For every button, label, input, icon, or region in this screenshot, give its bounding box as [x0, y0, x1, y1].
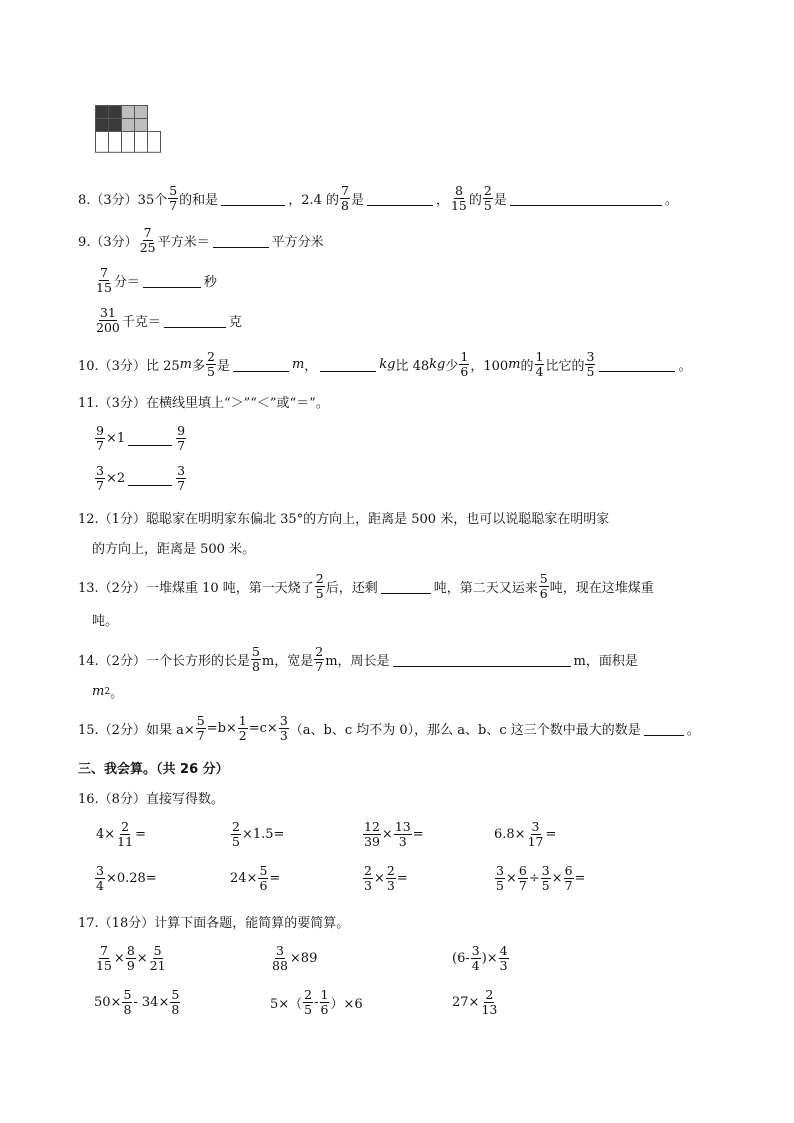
question-11-line-1: $\frac{9}{7}$ ×1 $\frac{9}{7}$ — [96, 423, 186, 453]
answer-blank[interactable] — [381, 579, 431, 594]
grid-cell-dark — [109, 106, 122, 119]
answer-blank[interactable] — [128, 431, 172, 446]
q16-item-5: $\frac{3}{4}$ ×0.28= — [96, 863, 157, 893]
q17-expression-3: (6- $\frac{3}{4}$ )× $\frac{4}{3}$ — [452, 943, 508, 973]
grid-cell-light — [135, 119, 148, 132]
grid-cell-white — [148, 132, 161, 153]
q16-item-6: 24× $\frac{5}{6}$ = — [230, 863, 281, 893]
q17-expression-4: 50× $\frac{5}{8}$ - 34× $\frac{5}{8}$ — [94, 987, 180, 1017]
question-9-line-3: $\frac{31}{200}$ 千克＝ 克 — [96, 305, 242, 335]
answer-blank[interactable] — [644, 721, 684, 736]
question-8: 8.（3分）35个 $\frac{5}{7}$ 的和是 ，2.4 的 $\frac{7}{8}$ 是 ， $\frac{8}{15}$ 的 $\frac{2}{5}$ 是 。 — [78, 183, 678, 213]
grid-cell-white — [122, 132, 135, 153]
q16-item-1: 4× $\frac{2}{11}$ = — [96, 819, 146, 849]
q16-item-8: $\frac{3}{5}$ × $\frac{6}{7}$ ÷ $\frac{3}{5}$ × $\frac{6}{7}$ = — [496, 863, 586, 893]
q17-expression-2: $\frac{3}{88}$ ×89 — [272, 943, 318, 973]
answer-blank[interactable] — [367, 191, 433, 206]
q16-item-7: $\frac{2}{3}$ × $\frac{2}{3}$ = — [364, 863, 408, 893]
answer-blank[interactable] — [510, 191, 662, 206]
question-13-line-2: 吨。 — [92, 614, 119, 629]
question-11-line-2: $\frac{3}{7}$ ×2 $\frac{3}{7}$ — [96, 463, 186, 493]
question-13: 13.（2分）一堆煤重 10 吨，第一天烧了 $\frac{2}{5}$ 后，还剩 吨，第二天又运来 $\frac{5}{6}$ 吨，现在这堆煤重 — [78, 571, 654, 601]
question-15: 15.（2分）如果 a× $\frac{5}{7}$ =b× $\frac{1}{2}$ =c× $\frac{3}{3}$ （a、b、c 均不为 0），那么 a、b、c 这三个数中最大的数是 。 — [78, 713, 700, 743]
answer-blank[interactable] — [143, 273, 201, 288]
answer-blank[interactable] — [599, 357, 675, 372]
q17-expression-1: $\frac{7}{15}$ × $\frac{8}{9}$ × $\frac{5}{21}$ — [96, 943, 166, 973]
grid-cell-light — [122, 119, 135, 132]
question-17: 17.（18分）计算下面各题，能简算的要简算。 — [78, 916, 350, 931]
q17-expression-5: 5×（ $\frac{2}{5}$ - $\frac{1}{6}$ ）×6 — [270, 987, 363, 1017]
question-10: 10.（3分）比 25 m 多 $\frac{2}{5}$ 是 m ， kg 比 48 kg 少 $\frac{1}{6}$ ，100 m 的 $\frac{1}{4}$ 比它的 $\frac{3}{5}$ 。 — [78, 349, 692, 379]
answer-blank[interactable] — [233, 357, 289, 372]
question-11: 11.（3分）在横线里填上“＞”“＜”或“＝”。 — [78, 396, 329, 411]
answer-blank[interactable] — [128, 471, 172, 486]
q16-item-2: $\frac{2}{5}$ ×1.5= — [232, 819, 285, 849]
grid-cell-dark — [96, 106, 109, 119]
question-16: 16.（8分）直接写得数。 — [78, 792, 224, 807]
q17-expression-6: 27× $\frac{2}{13}$ — [452, 987, 498, 1017]
question-14: 14.（2分）一个长方形的长是 $\frac{5}{8}$ m，宽是 $\frac{2}{7}$ m，周长是 m，面积是 — [78, 644, 638, 674]
question-9: 9.（3分） $\frac{7}{25}$ 平方米＝ 平方分米 — [78, 225, 324, 255]
question-9-line-2: $\frac{7}{15}$ 分＝ 秒 — [96, 265, 217, 295]
answer-blank[interactable] — [320, 357, 376, 372]
grid-cell-dark — [96, 119, 109, 132]
grid-cell-white — [135, 132, 148, 153]
grid-cell-light — [135, 106, 148, 119]
grid-cell-white — [109, 132, 122, 153]
section-heading: 三、我会算。（共 26 分） — [78, 762, 229, 777]
question-12: 12.（1分）聪聪家在明明家东偏北 35°的方向上，距离是 500 米，也可以说聪聪家在明明家 — [78, 512, 610, 527]
answer-blank[interactable] — [221, 191, 285, 206]
answer-blank[interactable] — [213, 233, 269, 248]
question-12-line-2: 的方向上，距离是 500 米。 — [92, 542, 256, 557]
grid-cell-light — [122, 106, 135, 119]
answer-blank[interactable] — [393, 652, 571, 667]
fraction-grid-figure — [95, 105, 161, 171]
q16-item-3: $\frac{12}{39}$ × $\frac{13}{3}$ = — [364, 819, 424, 849]
grid-cell-dark — [109, 119, 122, 132]
grid-cell-white — [96, 132, 109, 153]
q16-item-4: 6.8× $\frac{3}{17}$ = — [494, 819, 557, 849]
answer-blank[interactable] — [164, 313, 226, 328]
question-14-line-2: m 2 。 — [92, 684, 124, 701]
